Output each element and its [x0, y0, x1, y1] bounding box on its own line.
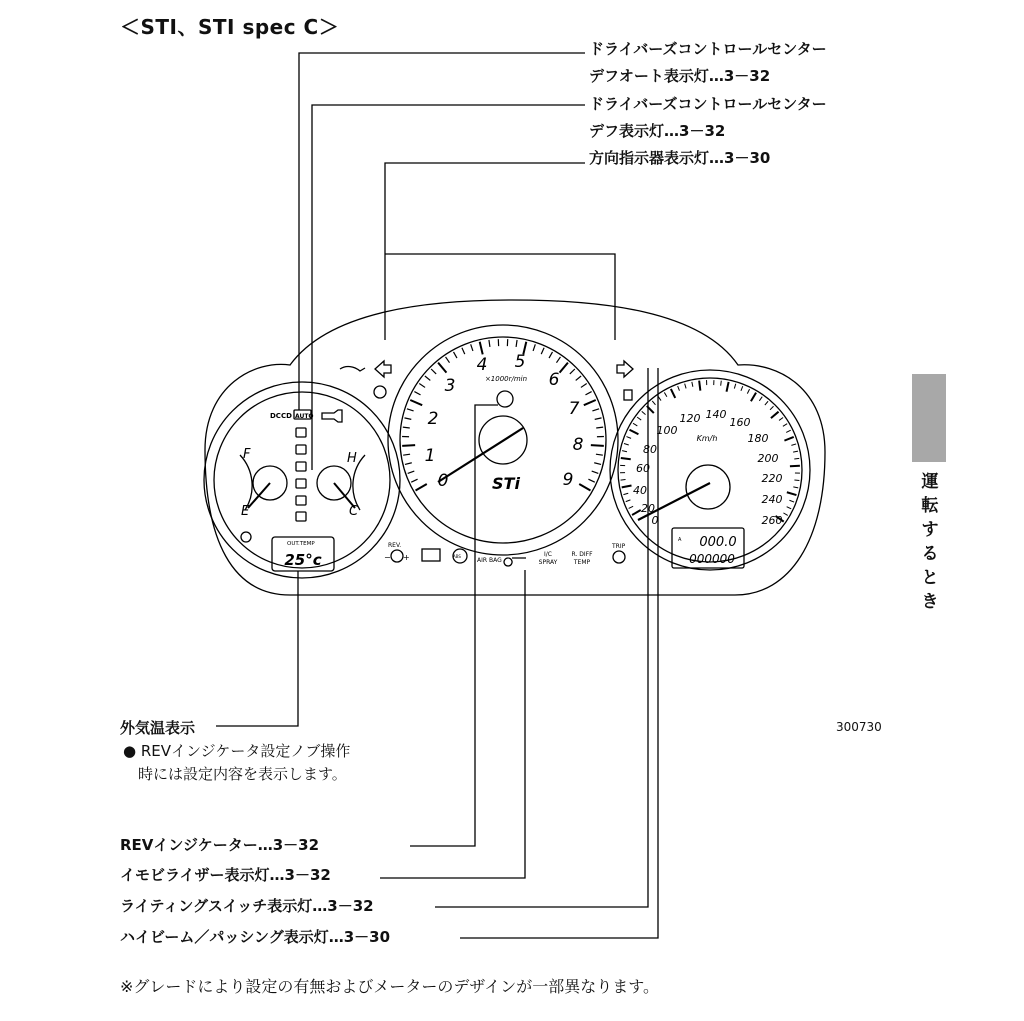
speed-ticks-tick: [637, 417, 641, 420]
trip-knob: [613, 551, 625, 563]
speed-ticks-tick: [622, 485, 632, 487]
tach-unit: ×1000r/min: [484, 375, 528, 383]
speed-number-100: 100: [656, 424, 678, 437]
speed-ticks-tick: [793, 451, 798, 452]
tach-number-6: 6: [548, 370, 560, 390]
tach-ticks-tick: [585, 392, 591, 395]
tach-ticks-tick: [403, 454, 410, 455]
tach-ticks-tick: [419, 384, 425, 388]
tach-number-5: 5: [514, 352, 526, 372]
callout-outside-temp-note2: 時には設定内容を表示します。: [138, 765, 347, 783]
tach-ticks-tick: [431, 369, 436, 374]
tach-ticks-tick: [402, 445, 415, 446]
speed-ticks-tick: [626, 437, 631, 439]
oil-pressure-lamp: [340, 367, 365, 371]
speed-ticks-tick: [783, 424, 787, 427]
speed-ticks-tick: [759, 397, 762, 401]
speed-ticks-tick: [671, 389, 675, 398]
leader-immobilizer: [380, 570, 525, 878]
tach-ticks-tick: [579, 484, 590, 491]
tach-ticks-tick: [454, 352, 457, 358]
tach-ticks-tick: [489, 340, 490, 347]
tach-number-2: 2: [427, 409, 439, 429]
speed-number-40: 40: [633, 484, 647, 497]
callout-dccd-diff-line1: ドライバーズコントロールセンター: [589, 95, 827, 113]
chapter-label: 運転するとき: [921, 472, 939, 612]
temp-hot-label: H: [347, 451, 357, 466]
tach-ticks-tick: [584, 400, 596, 405]
dccd-segment-3: [296, 462, 306, 471]
tach-ticks-tick: [592, 471, 599, 473]
callout-dccd-auto-line2: デフオート表示灯…3－32: [589, 67, 771, 85]
callout-immobilizer: イモビライザー表示灯…3－32: [120, 866, 331, 884]
speed-ticks-tick: [621, 458, 631, 459]
abs-badge: ABS: [453, 554, 461, 559]
callout-dccd-auto-line1: ドライバーズコントロールセンター: [589, 40, 827, 58]
speed-number-160: 160: [729, 416, 751, 429]
speed-ticks-tick: [747, 389, 749, 393]
tach-ticks-tick: [588, 479, 594, 482]
left-gauge-outer: [204, 382, 400, 578]
fuel-empty-label: E: [241, 504, 250, 519]
immobilizer-key-icon: [504, 558, 526, 566]
callout-high-beam: ハイビーム／パッシング表示灯…3－30: [120, 928, 391, 946]
tach-ticks-tick: [581, 384, 587, 388]
tach-number-4: 4: [476, 355, 488, 375]
trip-label: TRIP: [612, 543, 626, 550]
tach-number-7: 7: [568, 399, 580, 419]
leader-dccd-diff: [312, 105, 585, 470]
speed-ticks-tick: [751, 393, 756, 402]
tach-ticks-tick: [407, 409, 414, 411]
odo-trip-value: 000.0: [699, 535, 737, 550]
speed-ticks-tick: [692, 382, 693, 387]
speed-number-220: 220: [761, 472, 783, 485]
speed-ticks-tick: [787, 492, 797, 495]
speed-ticks-tick: [793, 487, 798, 488]
ic-spray-label-2: SPRAY: [538, 559, 558, 566]
speed-ticks-tick: [734, 384, 735, 389]
fuel-full-label: F: [243, 447, 251, 462]
speed-ticks-tick: [784, 437, 793, 441]
speed-ticks-tick: [633, 423, 637, 426]
speed-number-0: 0: [651, 514, 659, 527]
speed-ticks-tick: [771, 412, 779, 418]
speed-ticks-tick: [621, 480, 626, 481]
tach-ticks-tick: [533, 344, 535, 351]
speed-ticks-tick: [699, 381, 700, 391]
callout-outside-temp: 外気温表示: [120, 719, 196, 737]
speed-ticks-tick: [623, 493, 628, 494]
speed-ticks-tick: [624, 444, 629, 445]
speed-ticks-tick: [770, 406, 774, 410]
ic-spray-label-1: I/C: [544, 551, 552, 558]
speed-ticks-tick: [629, 430, 638, 434]
speed-number-20: 20: [641, 502, 655, 515]
tach-ticks-tick: [410, 400, 422, 405]
check-engine-lamp: [322, 410, 342, 422]
callout-rev-indicator: REVインジケーター…3－32: [120, 836, 320, 854]
speed-ticks-tick: [678, 386, 680, 391]
tach-ticks-tick: [560, 363, 568, 373]
dccd-auto-label: AUTO: [295, 413, 314, 420]
speed-ticks-tick: [626, 500, 631, 502]
tach-number-3: 3: [444, 376, 456, 396]
tach-ticks-tick: [595, 418, 602, 420]
rev-indicator-lamp: [497, 391, 513, 407]
leader-high-beam: [460, 368, 658, 938]
tach-ticks-tick: [591, 445, 604, 446]
odo-total-value: 000000: [689, 552, 735, 566]
battery-lamp: [422, 549, 440, 561]
tach-ticks-tick: [516, 340, 517, 347]
rev-label: REV.: [388, 542, 402, 549]
speed-ticks-tick: [642, 411, 646, 414]
speed-ticks-tick: [727, 382, 729, 392]
tach-ticks-tick: [592, 409, 599, 411]
tach-ticks-tick: [594, 463, 601, 465]
speed-ticks-tick: [794, 458, 799, 459]
speed-ticks-tick: [765, 401, 768, 405]
dccd-segment-1: [296, 428, 306, 437]
left-turn-arrow: [375, 361, 391, 377]
speed-ticks-tick: [629, 506, 634, 508]
rev-minus: −: [384, 553, 391, 562]
dccd-segment-5: [296, 496, 306, 505]
tach-number-1: 1: [424, 446, 436, 466]
tach-number-9: 9: [562, 470, 574, 490]
sti-logo: STi: [492, 474, 520, 493]
tach-ticks-tick: [411, 479, 417, 482]
speed-ticks-tick: [783, 513, 787, 516]
speed-number-80: 80: [643, 443, 657, 456]
tach-ticks-tick: [570, 369, 575, 374]
tach-ticks-tick: [596, 427, 603, 428]
tach-ticks-tick: [596, 454, 603, 455]
page-title: ＜STI、STI spec C＞: [120, 15, 340, 39]
speed-ticks-tick: [685, 384, 686, 389]
speed-ticks-tick: [791, 444, 796, 445]
tach-ticks-tick: [446, 357, 450, 363]
tach-ticks-tick: [414, 392, 420, 395]
speed-number-120: 120: [679, 412, 701, 425]
speed-number-60: 60: [636, 462, 650, 475]
speed-unit: Km/h: [696, 434, 718, 443]
temp-cold-label: C: [349, 504, 359, 519]
callout-outside-temp-note1: ● REVインジケータ設定ノブ操作: [123, 742, 351, 760]
speed-number-180: 180: [747, 432, 769, 445]
leader-lighting-switch: [435, 368, 648, 907]
fuel-gauge-arc: [240, 455, 252, 510]
dccd-label: DCCD: [270, 412, 292, 420]
speed-ticks-tick: [721, 381, 722, 386]
left-small-knob: [241, 532, 251, 542]
airbag-label: AIR BAG: [477, 557, 502, 564]
speed-number-260: 260: [761, 514, 783, 527]
odo-a-label: A: [678, 537, 682, 543]
tach-ticks-tick: [404, 418, 411, 420]
dccd-segment-4: [296, 479, 306, 488]
callout-dccd-diff-line2: デフ表示灯…3－32: [589, 122, 726, 140]
tach-ticks-tick: [416, 484, 427, 491]
figure-id: 300730: [836, 720, 882, 734]
tach-ticks-tick: [549, 352, 552, 358]
out-temp-value: 25°c: [284, 551, 322, 569]
speed-ticks-tick: [794, 480, 799, 481]
speed-ticks-tick: [789, 500, 794, 502]
door-warning-lamp: [624, 390, 632, 400]
speed-ticks-tick: [741, 386, 743, 391]
tach-ticks-tick: [425, 376, 430, 380]
rdiff-label-2: TEMP: [573, 559, 591, 566]
speed-ticks-tick: [779, 418, 783, 421]
tach-number-8: 8: [572, 435, 584, 455]
speed-ticks-tick: [652, 401, 655, 405]
footnote: ※グレードにより設定の有無およびメーターのデザインが一部異なります。: [120, 977, 660, 996]
tach-ticks-tick: [480, 342, 483, 355]
speed-ticks-tick: [632, 510, 641, 515]
tach-ticks-tick: [556, 357, 560, 363]
tach-ticks-tick: [541, 348, 544, 354]
speed-number-140: 140: [705, 408, 727, 421]
tach-ticks-tick: [403, 427, 410, 428]
speed-ticks-tick: [622, 451, 627, 452]
speed-ticks-tick: [786, 430, 790, 432]
callout-turn-signal: 方向指示器表示灯…3－30: [589, 149, 771, 167]
leader-turn-signal-right: [385, 254, 615, 340]
dccd-segment-6: [296, 512, 306, 521]
right-turn-arrow: [617, 361, 633, 377]
dccd-segment-2: [296, 445, 306, 454]
tach-ticks-tick: [471, 344, 473, 351]
tach-number-0: 0: [437, 471, 449, 491]
rdiff-label-1: R. DIFF: [571, 551, 593, 558]
rev-plus: +: [403, 553, 410, 562]
tach-ticks-tick: [462, 348, 465, 354]
tach-ticks-tick: [405, 463, 412, 465]
tach-ticks-tick: [408, 471, 415, 473]
tach-ticks-tick: [438, 363, 446, 373]
speedometer-hub: [686, 465, 730, 509]
callout-lighting-switch: ライティングスイッチ表示灯…3－32: [120, 897, 374, 915]
speed-ticks-tick: [664, 392, 667, 396]
brake-warning-lamp: [374, 386, 386, 398]
tach-ticks-tick: [576, 376, 581, 380]
speed-ticks-tick: [787, 507, 792, 509]
speed-number-240: 240: [761, 493, 783, 506]
speed-number-200: 200: [757, 452, 779, 465]
leader-turn-signal: [385, 163, 585, 340]
rev-knob: [391, 550, 403, 562]
out-temp-label: OUT.TEMP: [287, 541, 315, 547]
